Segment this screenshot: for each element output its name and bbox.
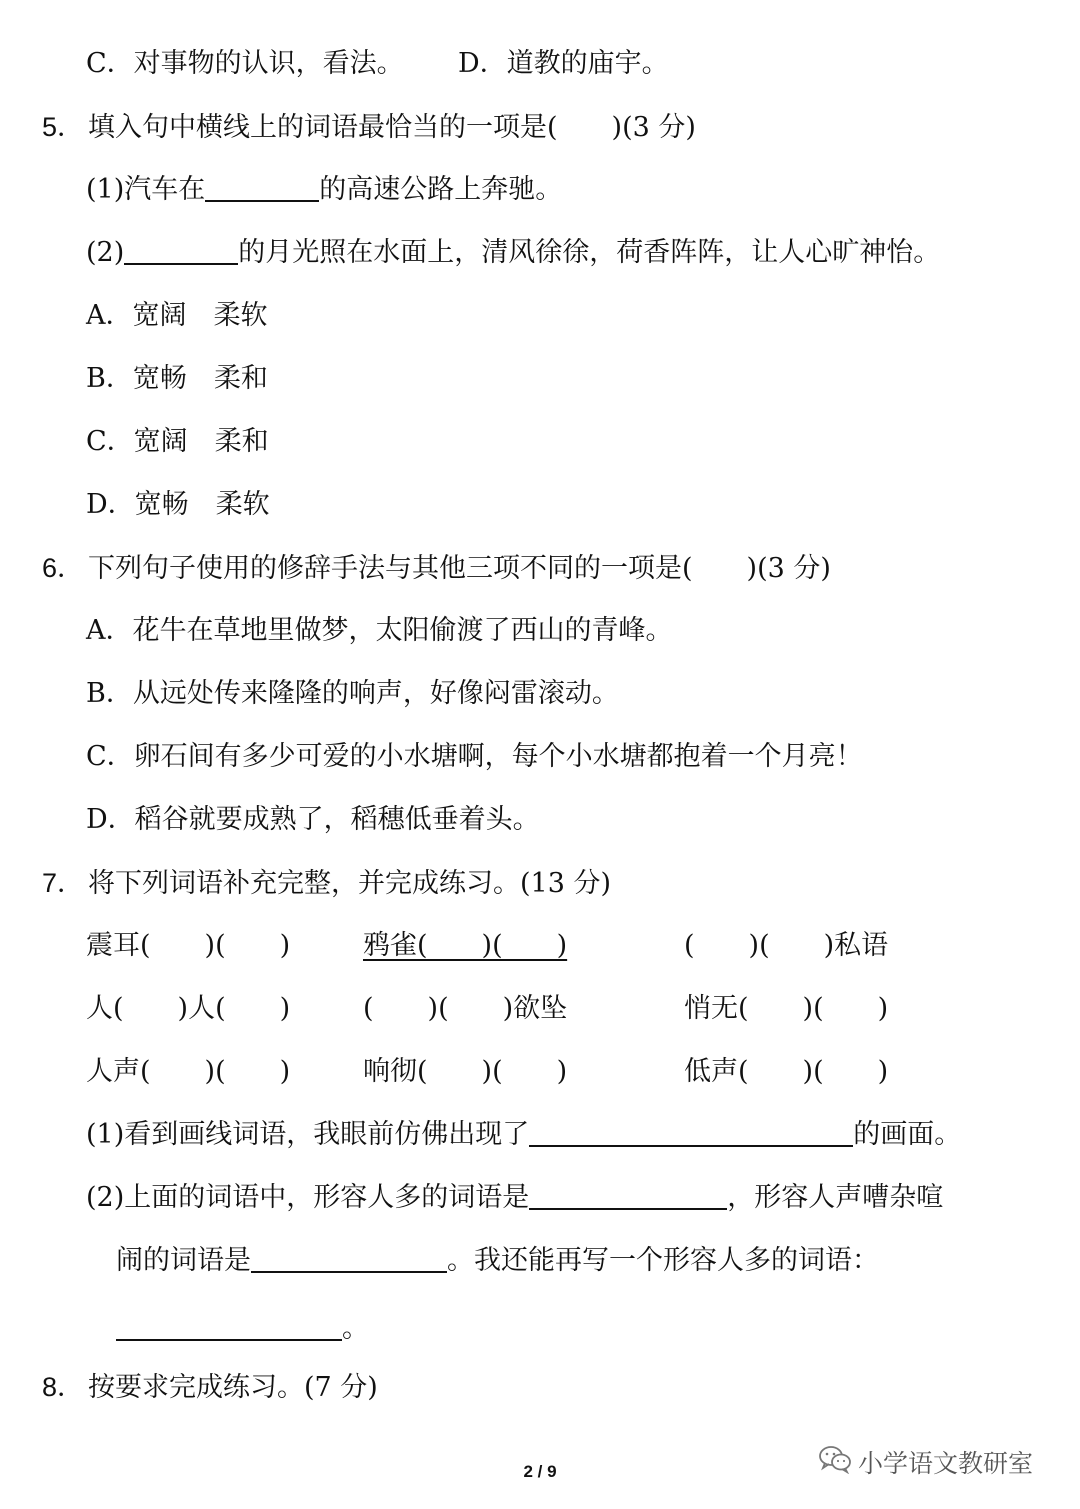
q7-word[interactable]: 低声( )( ) bbox=[684, 1056, 889, 1087]
q7-p2-post: ，形容人声嘈杂喧 bbox=[727, 1182, 944, 1213]
q4-option-d: D．道教的庙宇。 bbox=[458, 48, 669, 79]
q7-p2-blank-1[interactable] bbox=[529, 1182, 727, 1210]
q5-s2-pre: (2) bbox=[86, 237, 125, 268]
q7-p1-pre: (1)看到画线词语，我眼前仿佛出现了 bbox=[86, 1119, 530, 1150]
q7-p2b-post: 。我还能再写一个形容人多的词语： bbox=[447, 1245, 879, 1276]
q6-option-d[interactable]: D．稻谷就要成熟了，稻穗低垂着头。 bbox=[86, 804, 540, 835]
q7-p2-blank-2[interactable] bbox=[251, 1245, 447, 1273]
q7-part-2-cont bbox=[116, 1244, 879, 1278]
q7-word[interactable]: ( )( )欲坠 bbox=[363, 993, 568, 1024]
q7-part-3 bbox=[116, 1312, 369, 1346]
q7-p1-post: 的画面。 bbox=[853, 1119, 962, 1150]
q8-stem bbox=[42, 1370, 378, 1405]
q7-part-1 bbox=[86, 1118, 961, 1152]
q7-number: 7． bbox=[42, 868, 85, 898]
q5-s2-blank[interactable] bbox=[124, 237, 238, 265]
q5-option-c[interactable]: C．宽阔 柔和 bbox=[86, 426, 269, 457]
q5-option-a[interactable]: A．宽阔 柔软 bbox=[86, 300, 268, 331]
q6-stem bbox=[42, 551, 831, 586]
q5-s1-blank[interactable] bbox=[205, 174, 319, 202]
q5-option-b[interactable]: B．宽畅 柔和 bbox=[86, 363, 268, 394]
q7-p2b-pre: 闹的词语是 bbox=[116, 1245, 251, 1276]
q6-stem-text: 下列句子使用的修辞手法与其他三项不同的一项是( )(3 分) bbox=[88, 553, 831, 584]
q7-word[interactable]: 震耳( )( ) bbox=[86, 930, 291, 961]
q7-stem bbox=[42, 866, 611, 901]
q7-word[interactable]: 人声( )( ) bbox=[86, 1056, 291, 1087]
q5-sentence-1 bbox=[86, 173, 562, 207]
watermark bbox=[818, 1442, 1033, 1482]
q4-option-c: C．对事物的认识，看法。 bbox=[86, 48, 404, 79]
q8-stem-text: 按要求完成练习。(7 分) bbox=[88, 1372, 378, 1403]
q7-word[interactable]: 人( )人( ) bbox=[86, 993, 291, 1024]
q7-p2-pre: (2)上面的词语中，形容人多的词语是 bbox=[86, 1182, 530, 1213]
page-number: 2 / 9 bbox=[523, 1462, 557, 1481]
q5-sentence-2 bbox=[86, 236, 940, 270]
q5-option-d[interactable]: D．宽畅 柔软 bbox=[86, 489, 270, 520]
q7-p3-blank[interactable] bbox=[116, 1313, 342, 1341]
q6-number: 6． bbox=[42, 553, 85, 583]
q7-word-underlined[interactable]: 鸦雀( )( ) bbox=[363, 930, 568, 961]
q7-p1-blank[interactable] bbox=[529, 1119, 853, 1147]
q5-stem-text: 填入句中横线上的词语最恰当的一项是( )(3 分) bbox=[88, 112, 696, 143]
q8-number: 8． bbox=[42, 1372, 85, 1402]
q6-option-c[interactable]: C．卵石间有多少可爱的小水塘啊，每个小水塘都抱着一个月亮！ bbox=[86, 741, 863, 772]
q6-option-b[interactable]: B．从远处传来隆隆的响声，好像闷雷滚动。 bbox=[86, 678, 619, 709]
q5-s2-post: 的月光照在水面上，清风徐徐，荷香阵阵，让人心旷神怡。 bbox=[238, 237, 941, 268]
q7-word[interactable]: ( )( )私语 bbox=[684, 930, 889, 961]
q5-stem bbox=[42, 110, 696, 145]
q7-part-2 bbox=[86, 1181, 943, 1215]
watermark-text: 小学语文教研室 bbox=[858, 1449, 1034, 1478]
q6-option-a[interactable]: A．花牛在草地里做梦，太阳偷渡了西山的青峰。 bbox=[86, 615, 673, 646]
q5-number: 5． bbox=[42, 112, 85, 142]
q7-stem-text: 将下列词语补充完整，并完成练习。(13 分) bbox=[88, 868, 612, 899]
wechat-icon bbox=[818, 1444, 858, 1480]
q7-p3-post: 。 bbox=[342, 1313, 369, 1344]
q7-word[interactable]: 悄无( )( ) bbox=[684, 993, 889, 1024]
q5-s1-post: 的高速公路上奔驰。 bbox=[319, 174, 563, 205]
q7-word[interactable]: 响彻( )( ) bbox=[363, 1056, 568, 1087]
q5-s1-pre: (1)汽车在 bbox=[86, 174, 206, 205]
